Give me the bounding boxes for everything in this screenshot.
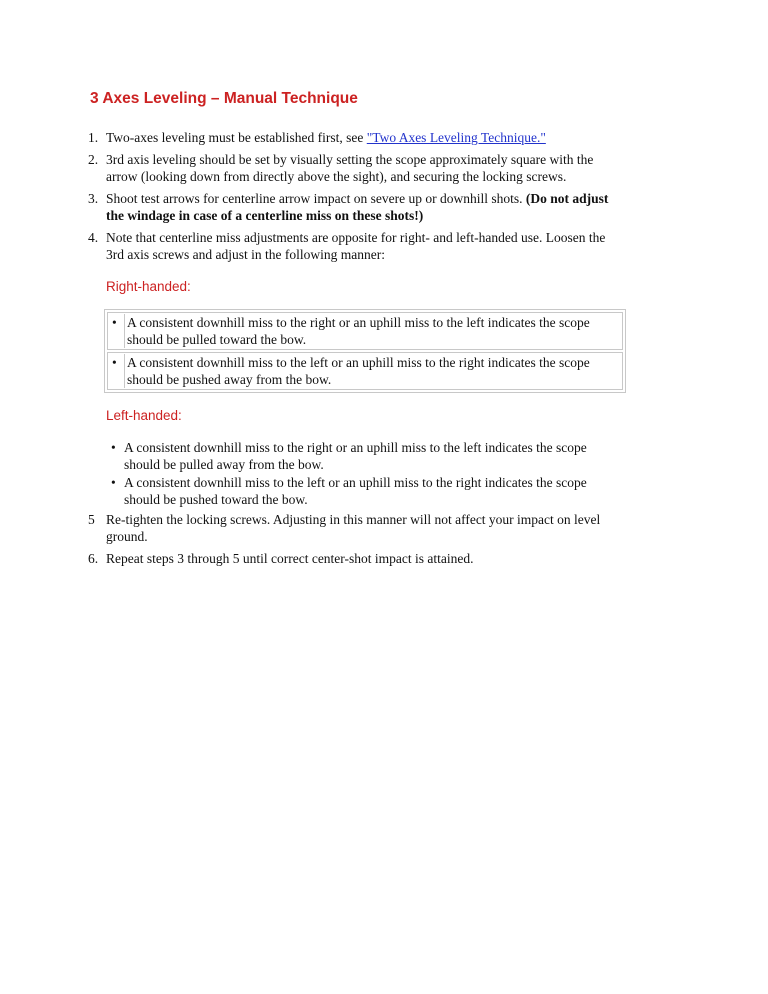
final-steps — [0, 511, 640, 568]
right-handed-table — [104, 309, 626, 393]
right-handed-item-2: A consistent downhill miss to the left or an uphill miss to the right indicates the scope should be pushed away from the bow. — [124, 354, 620, 388]
step-2-text: 3rd axis leveling should be set by visually setting the scope approximately square with the arrow (looking down from directly above the sight), and securing the locking screws. — [106, 151, 594, 184]
step-6-text: Repeat steps 3 through 5 until correct center-shot impact is attained. — [106, 550, 474, 566]
left-handed-item-2: A consistent downhill miss to the left or an uphill miss to the right indicates the scope should be pushed toward the bow. — [124, 474, 587, 507]
list-item — [0, 474, 640, 509]
bullet-glyph: • — [111, 439, 116, 455]
left-handed-item-1: A consistent downhill miss to the right or an uphill miss to the left indicates the scope should be pulled away from the bow. — [124, 439, 587, 472]
step-1 — [0, 129, 640, 147]
table-row — [107, 352, 623, 390]
step-number: 3. — [88, 190, 99, 206]
right-handed-heading: Right-handed: — [106, 278, 191, 294]
bullet-glyph: • — [112, 354, 117, 370]
two-axes-leveling-link[interactable]: "Two Axes Leveling Technique." — [366, 130, 546, 145]
list-item — [0, 439, 640, 474]
windage-warning: (Do not adjust the windage in case of a centerline miss on these shots!) — [106, 190, 609, 223]
bullet-glyph: • — [111, 474, 116, 490]
left-handed-heading: Left-handed: — [106, 407, 182, 423]
left-handed-list — [0, 439, 640, 509]
step-4-text: Note that centerline miss adjustments are opposite for right- and left-handed use. Loosen the 3rd axis screws and adjust in the following manner: — [106, 229, 606, 262]
steps-list — [0, 129, 640, 571]
step-4 — [0, 229, 640, 264]
step-text — [106, 190, 622, 225]
step-number: 6. — [88, 550, 99, 566]
step-3-text: Shoot test arrows for centerline arrow impact on severe up or downhill shots. — [106, 190, 526, 206]
step-1-text: Two-axes leveling must be established first, see — [106, 130, 367, 145]
step-5 — [0, 511, 640, 546]
step-number: 2. — [88, 151, 99, 167]
right-handed-item-1: A consistent downhill miss to the right or an uphill miss to the left indicates the scope should be pulled toward the bow. — [124, 314, 620, 348]
table-row — [107, 312, 623, 350]
step-5-text: Re-tighten the locking screws. Adjusting in this manner will not affect your impact on level ground. — [106, 511, 601, 544]
bullet-glyph: • — [112, 314, 117, 330]
page-title: 3 Axes Leveling – Manual Technique — [90, 90, 358, 107]
step-6 — [0, 550, 640, 568]
step-number: 1. — [88, 130, 99, 145]
step-2 — [0, 151, 640, 186]
step-number: 5 — [88, 511, 95, 527]
step-number: 4. — [88, 229, 99, 245]
step-text — [106, 129, 622, 147]
step-3 — [0, 190, 640, 225]
